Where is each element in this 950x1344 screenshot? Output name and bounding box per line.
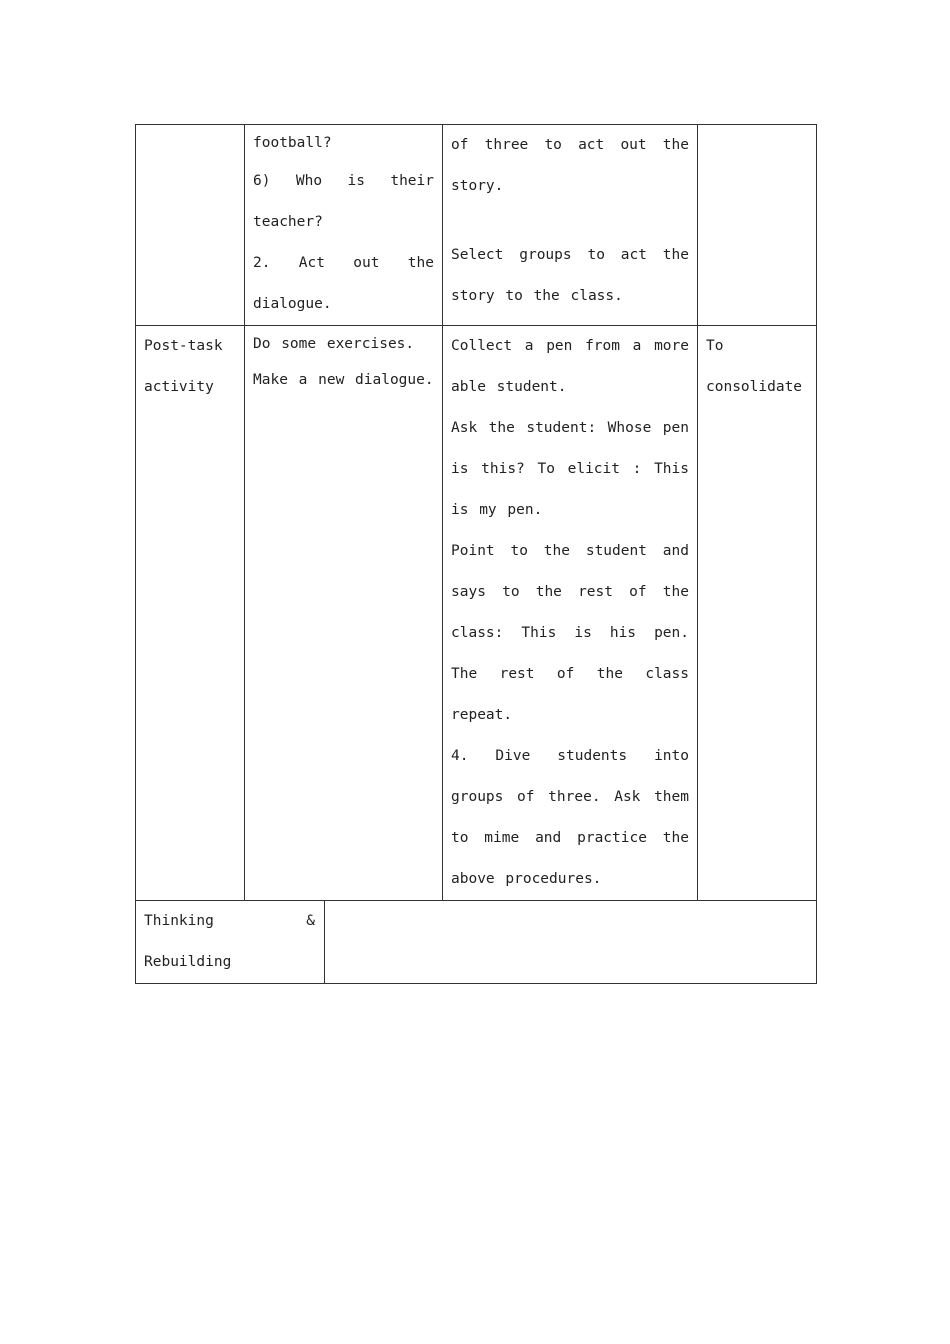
teacher-activity-cell xyxy=(443,326,698,901)
spacer xyxy=(451,207,689,235)
table-row xyxy=(136,901,817,984)
teacher-line: 4. Dive students into groups of three. Ask them to mime and practice the above procedures. xyxy=(451,748,689,887)
student-line: football? xyxy=(253,135,332,151)
purpose-text: To consolidate xyxy=(706,338,803,395)
teacher-line: Collect a pen from a more able student. xyxy=(451,338,689,395)
final-row-cell xyxy=(136,901,817,984)
student-line: 2. Act out the dialogue. xyxy=(253,255,434,312)
purpose-cell xyxy=(698,125,817,326)
stage-label: Post-task activity xyxy=(144,338,223,395)
stage-label-amp: & xyxy=(306,913,315,929)
student-line: Make a new dialogue. xyxy=(253,372,434,388)
stage-label: Thinking xyxy=(144,913,214,929)
stage-label-line xyxy=(144,901,315,942)
student-line: Do some exercises. xyxy=(253,336,415,352)
stage-label: Rebuilding xyxy=(144,954,232,970)
teacher-line: Ask the student: Whose pen is this? To elicit : This is my pen. xyxy=(451,420,689,518)
student-activity-cell xyxy=(245,125,443,326)
teacher-line: Point to the student and says to the rest of the class: This is his pen. The rest of the class repeat. xyxy=(451,543,689,723)
reflection-cell xyxy=(325,901,817,983)
teacher-activity-cell xyxy=(443,125,698,326)
student-activity-cell xyxy=(245,326,443,901)
teacher-line: of three to act out the story. xyxy=(451,137,689,194)
stage-cell xyxy=(136,901,325,983)
table-row xyxy=(136,326,817,901)
final-row-table xyxy=(136,901,816,983)
teacher-line: Select groups to act the story to the class. xyxy=(451,247,689,304)
stage-cell xyxy=(136,125,245,326)
lesson-plan-table xyxy=(135,124,817,984)
stage-cell xyxy=(136,326,245,901)
purpose-cell xyxy=(698,326,817,901)
table-row xyxy=(136,125,817,326)
student-line: 6) Who is their teacher? xyxy=(253,173,434,230)
